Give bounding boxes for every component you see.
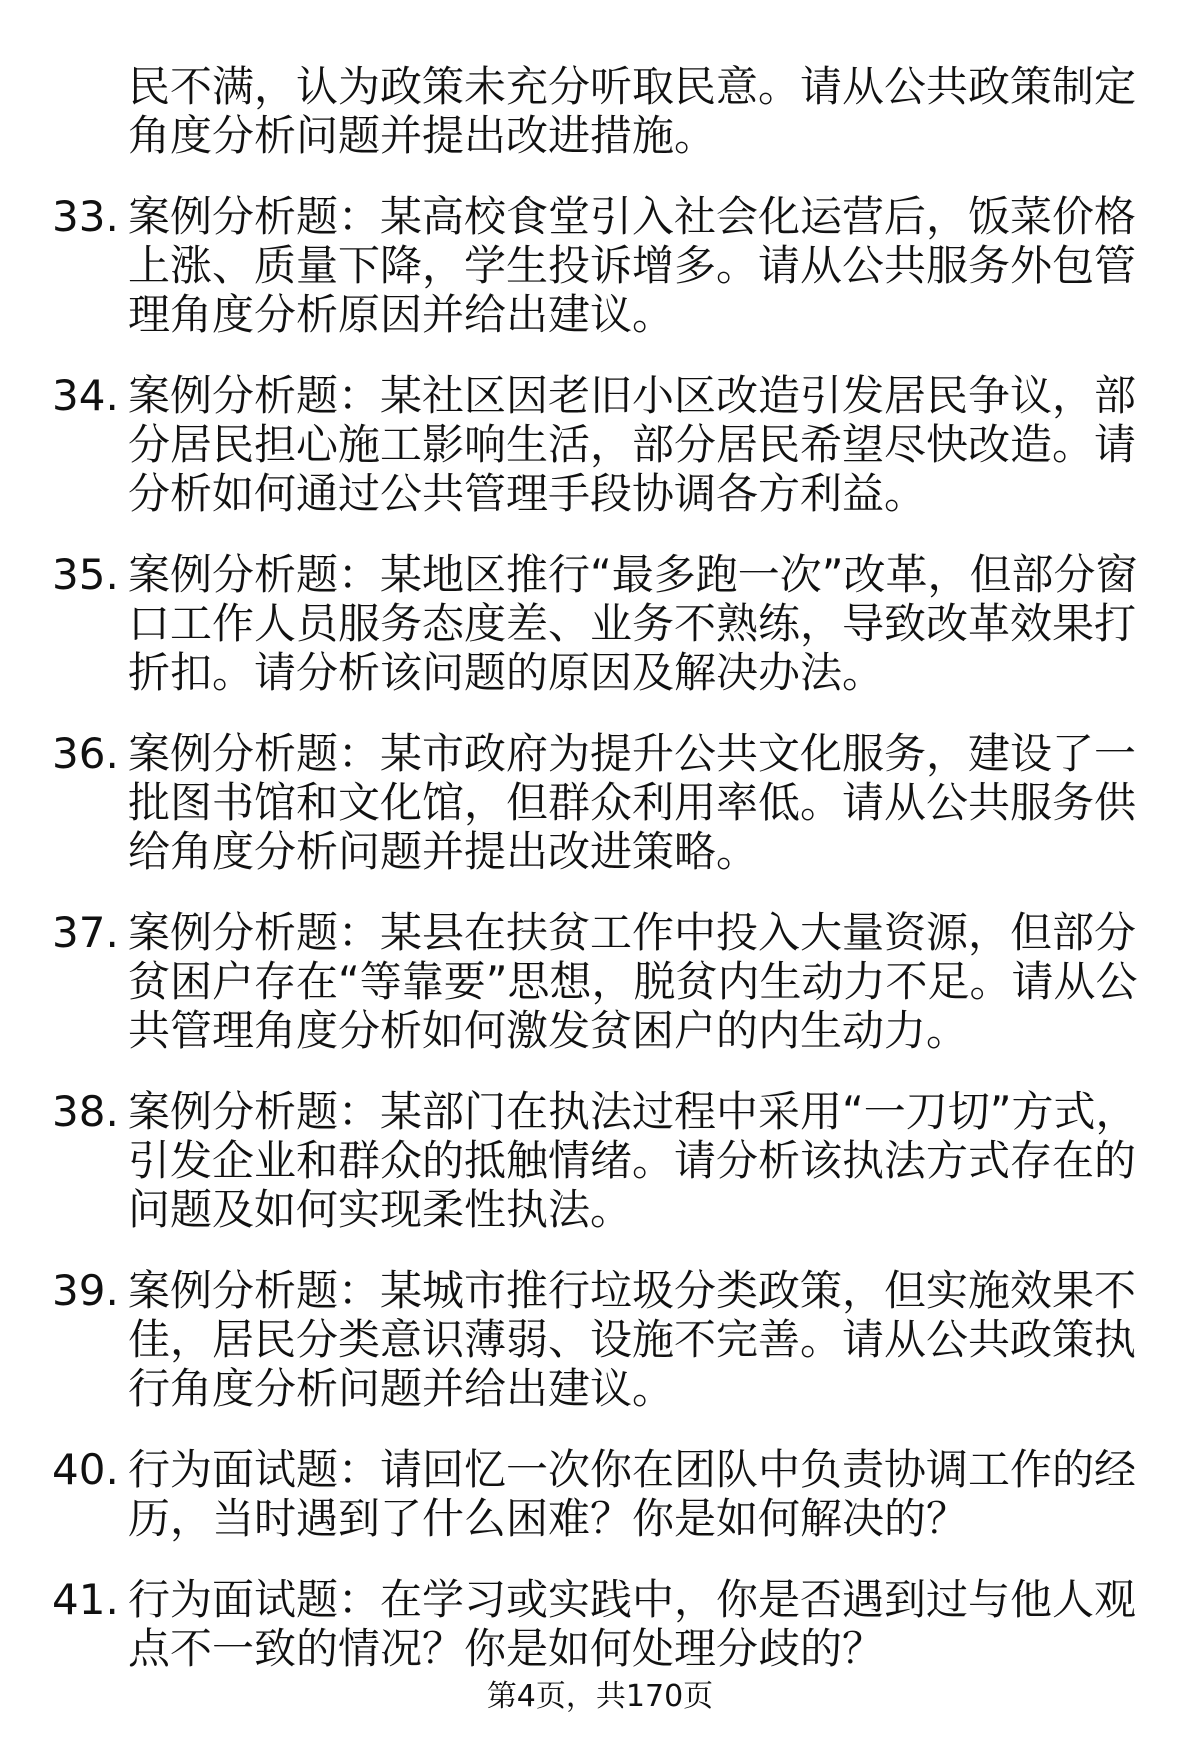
question-number: 41. — [52, 1575, 119, 1624]
document-body — [0, 62, 1200, 1705]
question-text: 民不满，认为政策未充分听取民意。请从公共政策制定角度分析问题并提出改进措施。 — [128, 62, 1137, 160]
page-number: 第4页，共170页 — [486, 1679, 714, 1714]
question-text: 案例分析题：某高校食堂引入社会化运营后，饭菜价格上涨、质量下降，学生投诉增多。请从公共服务外包管理角度分析原因并给出建议。 — [128, 192, 1137, 339]
question-item — [0, 550, 1200, 697]
question-item — [0, 371, 1200, 518]
question-item — [0, 1266, 1200, 1413]
question-number: 37. — [52, 908, 119, 957]
question-text: 案例分析题：某部门在执法过程中采用“一刀切”方式，引发企业和群众的抵触情绪。请分析该执法方式存在的问题及如何实现柔性执法。 — [128, 1087, 1138, 1234]
question-text: 案例分析题：某城市推行垃圾分类政策，但实施效果不佳，居民分类意识薄弱、设施不完善。请从公共政策执行角度分析问题并给出建议。 — [128, 1266, 1137, 1413]
question-number: 38. — [52, 1087, 119, 1136]
question-text: 案例分析题：某市政府为提升公共文化服务，建设了一批图书馆和文化馆，但群众利用率低。请从公共服务供给角度分析问题并提出改进策略。 — [128, 729, 1137, 876]
question-item — [0, 1087, 1200, 1234]
question-number: 33. — [52, 192, 119, 241]
question-text: 案例分析题：某县在扶贫工作中投入大量资源，但部分贫困户存在“等靠要”思想，脱贫内生动力不足。请从公共管理角度分析如何激发贫困户的内生动力。 — [128, 908, 1138, 1055]
question-item — [0, 908, 1200, 1055]
question-continuation — [0, 62, 1200, 160]
question-text: 行为面试题：在学习或实践中，你是否遇到过与他人观点不一致的情况？你是如何处理分歧的？ — [128, 1575, 1137, 1673]
question-number: 39. — [52, 1266, 119, 1315]
question-item — [0, 729, 1200, 876]
question-item — [0, 1445, 1200, 1543]
question-text: 案例分析题：某社区因老旧小区改造引发居民争议，部分居民担心施工影响生活，部分居民希望尽快改造。请分析如何通过公共管理手段协调各方利益。 — [128, 371, 1137, 518]
question-item — [0, 1575, 1200, 1673]
question-item — [0, 192, 1200, 339]
question-number: 36. — [52, 729, 119, 778]
question-number: 35. — [52, 550, 119, 599]
question-number: 34. — [52, 371, 119, 420]
question-text: 案例分析题：某地区推行“最多跑一次”改革，但部分窗口工作人员服务态度差、业务不熟练，导致改革效果打折扣。请分析该问题的原因及解决办法。 — [128, 550, 1138, 697]
question-text: 行为面试题：请回忆一次你在团队中负责协调工作的经历，当时遇到了什么困难？你是如何解决的？ — [128, 1445, 1137, 1543]
question-number: 40. — [52, 1445, 119, 1494]
